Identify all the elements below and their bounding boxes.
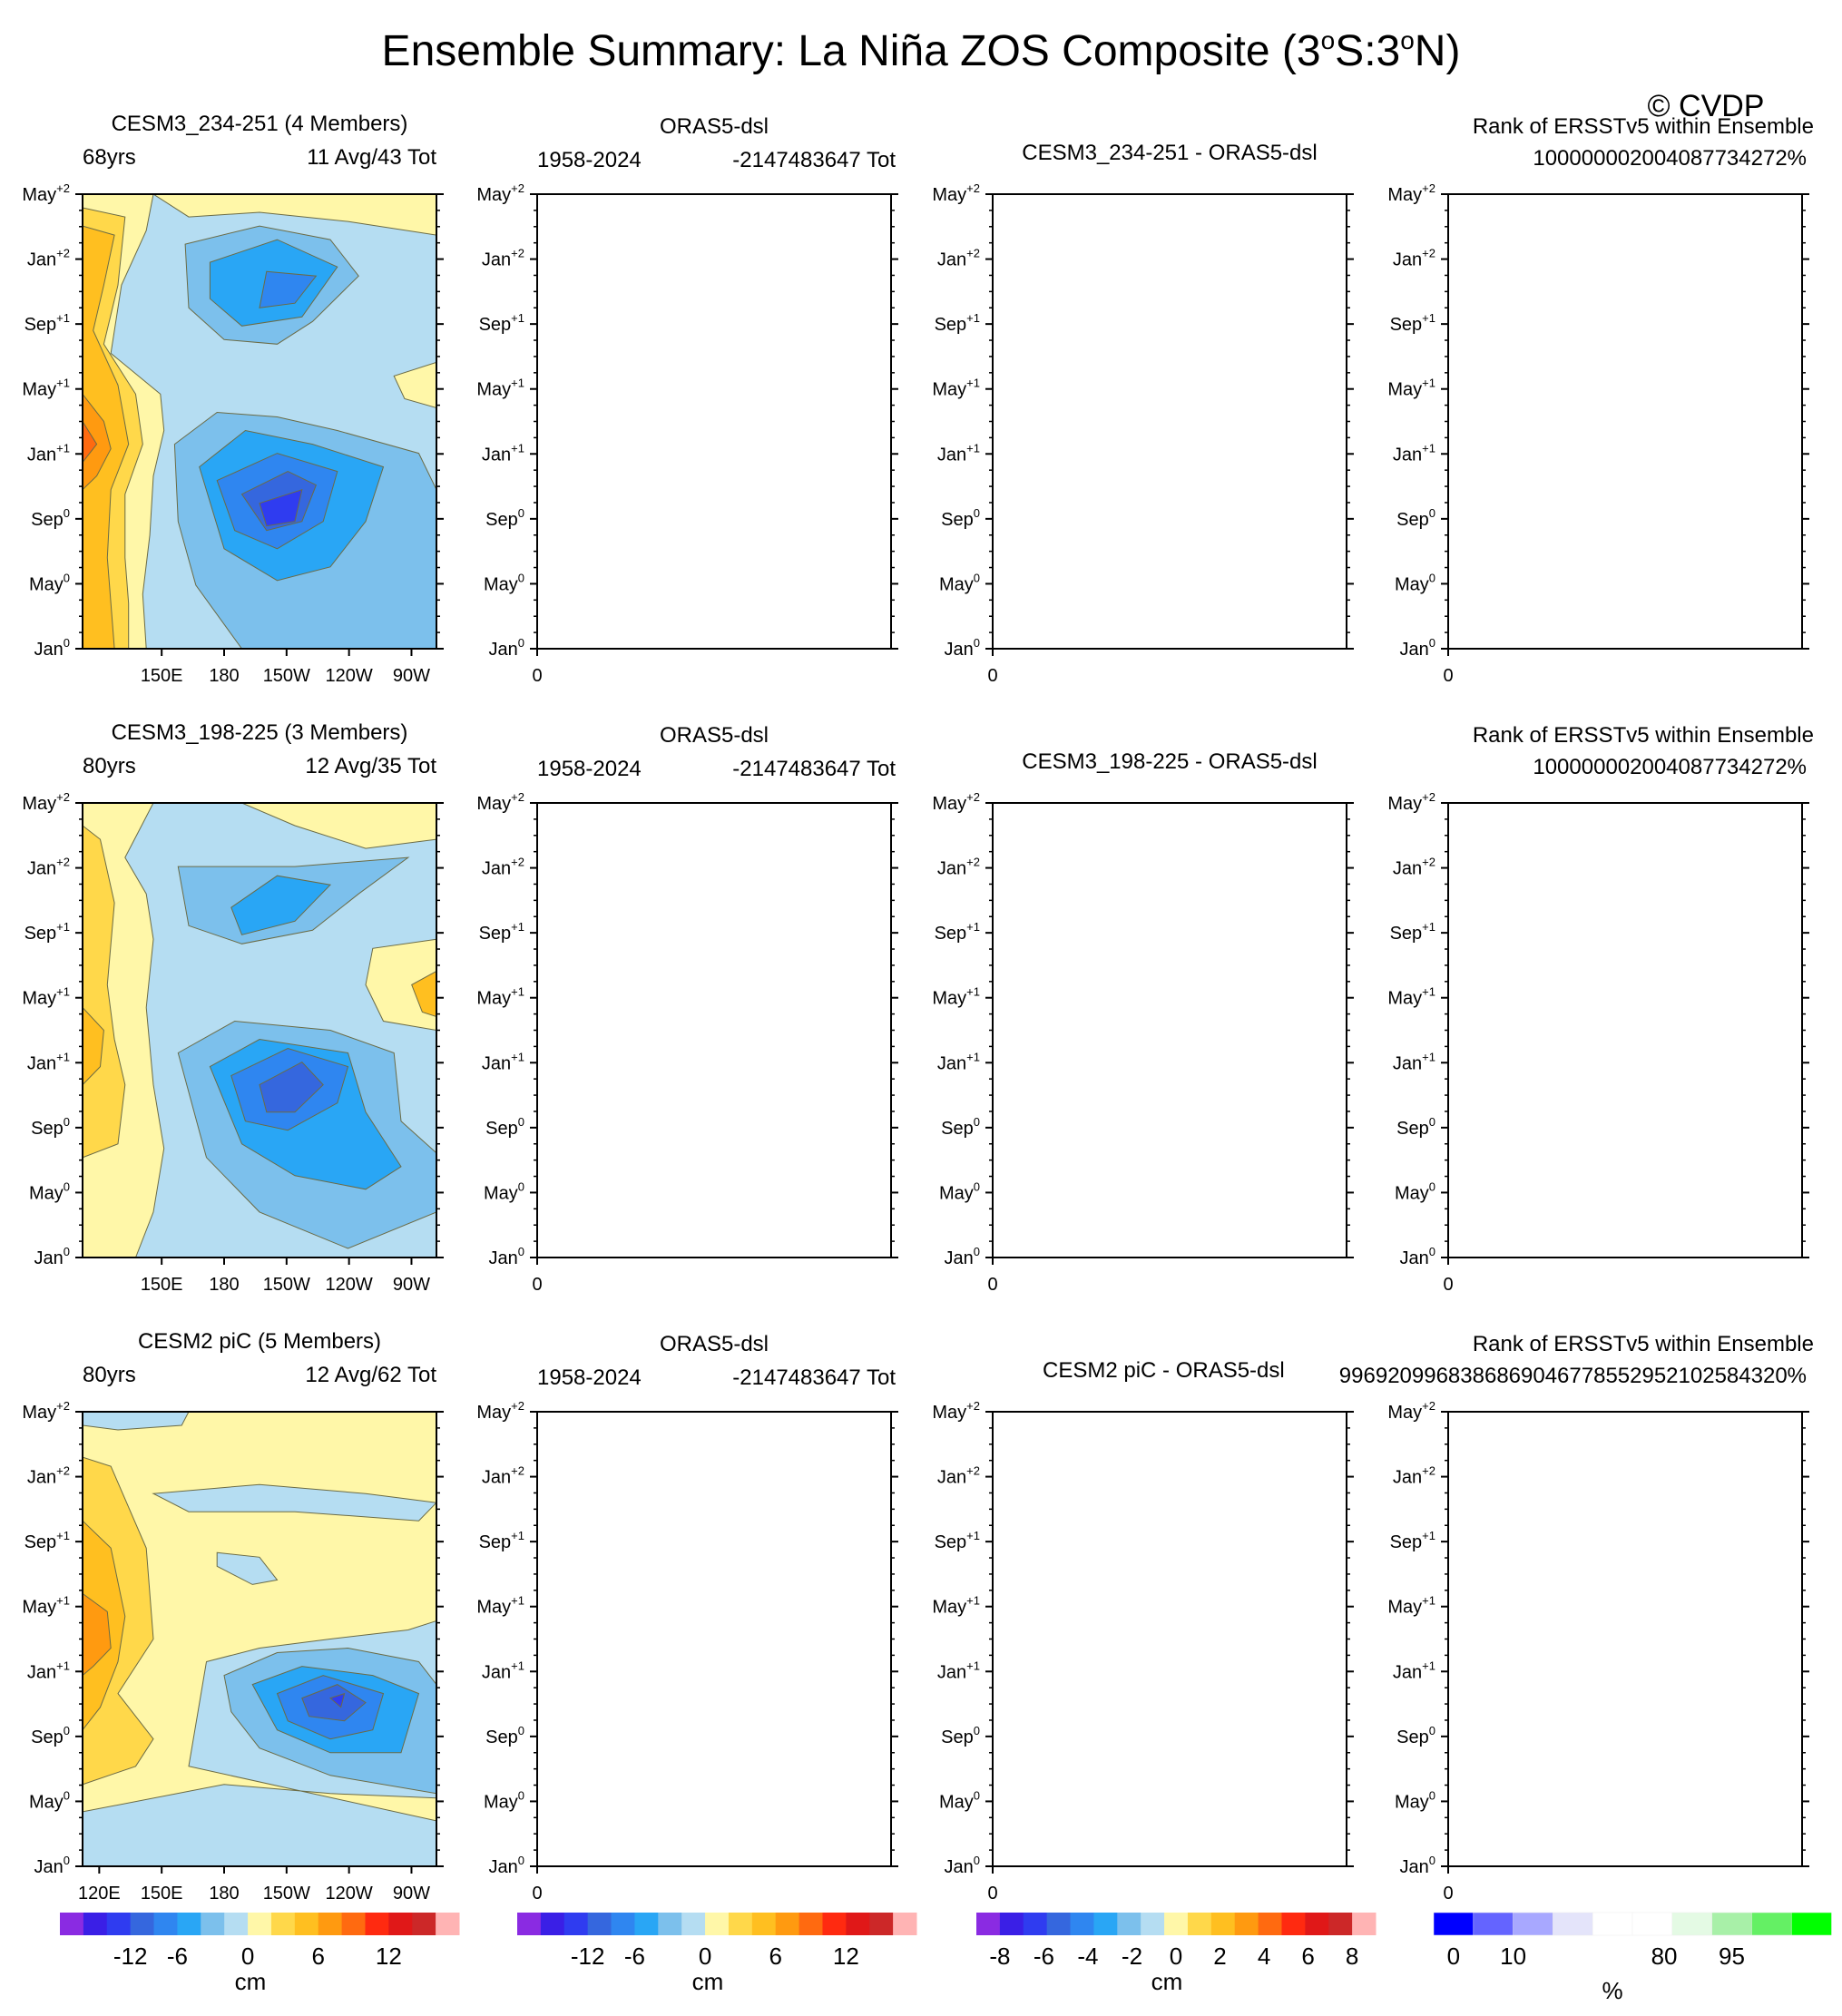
colorbar-swatch [83,1913,107,1935]
y-tick-label: May$^{+1}$ [1387,376,1435,400]
y-tick-label: Jan$^{+1}$ [26,1050,70,1074]
colorbar-swatch [846,1913,869,1935]
obs-years: 1958-2024 [537,148,642,172]
y-tick-label: Jan$^{+1}$ [481,1050,524,1074]
y-tick-label: Jan$^{+2}$ [26,246,70,270]
colorbar-swatch [248,1913,271,1935]
colorbar-swatch [976,1913,1000,1935]
plot-frame [993,803,1347,1258]
colorbar-tick-label: 0 [1446,1943,1461,1970]
obs-count: -2147483647 Tot [732,1365,896,1390]
colorbar-swatch [822,1913,846,1935]
colorbar-swatch [131,1913,154,1935]
colorbar-swatch [1553,1913,1592,1935]
x-tick-label: 120W [325,666,373,686]
panel-axes-r1-c3 [932,181,1354,686]
y-tick-label: Jan$^{+2}$ [481,1463,524,1488]
plot-frame [537,194,891,649]
colorbar-swatch [1211,1913,1235,1935]
ensemble-heatmap-2 [83,803,436,1258]
y-tick-label: Sep$^0$ [941,1114,980,1139]
x-tick-label: 0 [1443,666,1454,686]
ensemble-years: 80yrs [83,1363,136,1387]
y-tick-label: Sep$^{+1}$ [1389,920,1435,944]
colorbar-tick-label: -6 [166,1943,188,1970]
plot-frame [537,803,891,1258]
panel-axes-r3-c4 [1387,1399,1809,1903]
colorbar-tick-label: 0 [240,1943,255,1970]
rank-value: 9969209968386869046778552952102584320% [1338,1364,1807,1388]
y-tick-label: Jan$^0$ [1399,1854,1435,1877]
y-tick-label: May$^0$ [938,1179,980,1204]
y-tick-label: Jan$^0$ [944,636,980,660]
panel-axes-r2-c2 [476,790,898,1295]
y-tick-label: Sep$^{+1}$ [24,311,70,336]
y-tick-label: Sep$^{+1}$ [934,311,980,336]
y-tick-label: Jan$^{+2}$ [26,1463,70,1488]
colorbar-swatch [412,1913,436,1935]
y-tick-label: Jan$^{+2}$ [481,855,524,879]
y-tick-label: May$^{+2}$ [22,1399,70,1423]
y-tick-label: Sep$^0$ [1396,1114,1435,1139]
colorbar-swatch [154,1913,178,1935]
colorbar-swatch [271,1913,295,1935]
y-tick-label: Sep$^{+1}$ [24,920,70,944]
x-tick-label: 180 [209,1275,240,1295]
y-tick-label: May$^{+1}$ [476,1593,524,1618]
y-tick-label: Sep$^0$ [485,505,524,530]
colorbar-swatch [1474,1913,1514,1935]
colorbar-swatch [295,1913,318,1935]
y-tick-label: Sep$^0$ [31,1723,70,1747]
x-tick-label: 0 [987,1884,998,1903]
y-tick-label: May$^0$ [1394,1179,1435,1204]
plot-frame [1448,803,1802,1258]
y-tick-label: Sep$^0$ [31,1114,70,1139]
plot-frame [1448,194,1802,649]
colorbar-tick-label: 8 [1345,1943,1359,1970]
colorbar-tick-label: 80 [1651,1943,1678,1970]
y-tick-label: Sep$^{+1}$ [24,1529,70,1553]
colorbar-tick-label: -2 [1121,1943,1143,1970]
colorbar-swatch [1281,1913,1305,1935]
y-tick-label: May$^{+1}$ [22,984,70,1009]
y-tick-label: May$^{+1}$ [1387,984,1435,1009]
y-tick-label: May$^{+1}$ [932,984,980,1009]
colorbar-tick-label: 0 [1169,1943,1183,1970]
y-tick-label: Sep$^{+1}$ [478,311,524,336]
y-tick-label: Sep$^0$ [31,505,70,530]
ensemble-title: CESM3_198-225 (3 Members) [111,720,408,745]
y-tick-label: May$^0$ [28,1788,70,1813]
colorbar-swatch [177,1913,201,1935]
y-tick-label: Jan$^{+1}$ [481,441,524,465]
difference-title: CESM2 piC - ORAS5-dsl [1043,1358,1285,1383]
y-tick-label: Jan$^{+2}$ [936,246,980,270]
y-tick-label: May$^{+1}$ [1387,1593,1435,1618]
colorbar-swatch [1164,1913,1188,1935]
colorbar-swatch [388,1913,412,1935]
x-tick-label: 0 [1443,1275,1454,1295]
y-tick-label: Jan$^0$ [34,1245,70,1268]
y-tick-label: Sep$^{+1}$ [1389,1529,1435,1553]
x-tick-label: 120W [325,1275,373,1295]
y-tick-label: May$^0$ [28,571,70,595]
colorbar-tick-label: 0 [698,1943,712,1970]
obs-count: -2147483647 Tot [732,757,896,781]
colorbar-tick-label: 12 [832,1943,859,1970]
colorbar-tick-label: -12 [570,1943,605,1970]
y-tick-label: Jan$^0$ [34,1854,70,1877]
colorbar-swatch [342,1913,366,1935]
colorbar-swatch [1093,1913,1117,1935]
x-tick-label: 0 [987,1275,998,1295]
x-tick-label: 0 [532,1884,543,1903]
obs-title: ORAS5-dsl [659,1332,769,1356]
y-tick-label: Jan$^{+1}$ [936,1659,980,1683]
y-tick-label: Sep$^{+1}$ [934,1529,980,1553]
colorbar-swatch [517,1913,541,1935]
panel-axes-r3-c3 [932,1399,1354,1903]
colorbar-swatch [1188,1913,1211,1935]
y-tick-label: Jan$^{+2}$ [936,1463,980,1488]
panel-axes-r2-c3 [932,790,1354,1295]
colorbar-swatch [1024,1913,1047,1935]
colorbar-tick-label: 4 [1257,1943,1271,1970]
y-tick-label: Jan$^0$ [488,1854,524,1877]
colorbar-swatch [60,1913,83,1935]
watermark: © CVDP [1647,89,1765,123]
y-tick-label: Sep$^{+1}$ [478,920,524,944]
y-tick-label: Jan$^{+1}$ [1392,1050,1435,1074]
difference-title: CESM3_198-225 - ORAS5-dsl [1022,749,1318,774]
ensemble-title: CESM3_234-251 (4 Members) [111,112,408,136]
colorbar-swatch [1592,1913,1632,1935]
y-tick-label: May$^{+2}$ [476,790,524,814]
y-tick-label: Jan$^{+2}$ [1392,1463,1435,1488]
panel-axes-r1-c4 [1387,181,1809,686]
colorbar-4 [1434,1913,1832,2004]
colorbar-swatch [1352,1913,1376,1935]
y-tick-label: May$^{+2}$ [932,181,980,205]
colorbar-swatch [1235,1913,1259,1935]
rank-title: Rank of ERSSTv5 within Ensemble [1472,1332,1814,1356]
y-tick-label: May$^{+1}$ [932,376,980,400]
colorbar-tick-label: -6 [1033,1943,1054,1970]
y-tick-label: Jan$^{+1}$ [26,1659,70,1683]
ensemble-heatmap-1 [83,194,436,649]
colorbar-tick-label: -8 [989,1943,1011,1970]
y-tick-label: Sep$^{+1}$ [478,1529,524,1553]
panel-axes-r2-c4 [1387,790,1809,1295]
plot-frame [1448,1412,1802,1866]
colorbar-swatch [658,1913,681,1935]
y-tick-label: May$^0$ [483,571,524,595]
y-tick-label: Jan$^0$ [944,1854,980,1877]
y-tick-label: May$^{+1}$ [476,376,524,400]
ensemble-years: 80yrs [83,754,136,778]
y-tick-label: May$^{+2}$ [476,181,524,205]
y-tick-label: May$^{+2}$ [1387,1399,1435,1423]
x-tick-label: 150E [140,1275,183,1295]
y-tick-label: Jan$^{+2}$ [936,855,980,879]
y-tick-label: May$^{+2}$ [1387,790,1435,814]
colorbar-1 [60,1913,460,1995]
y-tick-label: Jan$^0$ [944,1245,980,1268]
panel-axes-r1-c2 [476,181,898,686]
colorbar-swatch [1672,1913,1712,1935]
colorbar-swatch [1434,1913,1474,1935]
colorbar-tick-label: -12 [113,1943,148,1970]
colorbar-swatch [869,1913,893,1935]
y-tick-label: May$^{+1}$ [22,376,70,400]
plot-frame [993,1412,1347,1866]
y-tick-label: Sep$^0$ [1396,505,1435,530]
ensemble-counts: 12 Avg/35 Tot [305,754,436,778]
x-tick-label: 120W [325,1884,373,1903]
x-tick-label: 90W [392,666,431,686]
colorbar-tick-label: 6 [1301,1943,1315,1970]
y-tick-label: May$^0$ [1394,1788,1435,1813]
colorbar-swatch [224,1913,248,1935]
colorbar-unit-label: cm [1151,1968,1183,1995]
y-tick-label: May$^{+1}$ [932,1593,980,1618]
colorbar-unit-label: cm [234,1968,267,1995]
rank-title: Rank of ERSSTv5 within Ensemble [1472,723,1814,748]
y-tick-label: May$^{+2}$ [476,1399,524,1423]
difference-title: CESM3_234-251 - ORAS5-dsl [1022,141,1318,165]
y-tick-label: May$^{+2}$ [22,181,70,205]
x-tick-label: 0 [1443,1884,1454,1903]
ensemble-heatmap-3 [83,1412,436,1866]
y-tick-label: Jan$^{+2}$ [1392,246,1435,270]
y-tick-label: May$^0$ [483,1788,524,1813]
colorbar-swatch [776,1913,799,1935]
y-tick-label: Sep$^0$ [1396,1723,1435,1747]
colorbar-swatch [564,1913,588,1935]
x-tick-label: 180 [209,1884,240,1903]
y-tick-label: Jan$^0$ [1399,1245,1435,1268]
y-tick-label: Jan$^0$ [1399,636,1435,660]
y-tick-label: Sep$^0$ [485,1114,524,1139]
colorbar-tick-label: 6 [311,1943,325,1970]
y-tick-label: May$^{+2}$ [932,790,980,814]
colorbar-swatch [201,1913,224,1935]
colorbar-swatch [107,1913,131,1935]
y-tick-label: May$^0$ [28,1179,70,1204]
rank-title: Rank of ERSSTv5 within Ensemble [1472,114,1814,139]
obs-count: -2147483647 Tot [732,148,896,172]
x-tick-label: 0 [987,666,998,686]
y-tick-label: May$^0$ [938,571,980,595]
obs-years: 1958-2024 [537,757,642,781]
y-tick-label: May$^{+2}$ [932,1399,980,1423]
colorbar-tick-label: 10 [1500,1943,1527,1970]
colorbar-swatch [588,1913,612,1935]
y-tick-label: Jan$^{+1}$ [936,1050,980,1074]
y-tick-label: Sep$^{+1}$ [1389,311,1435,336]
plot-frame [537,1412,891,1866]
colorbar-swatch [1000,1913,1024,1935]
colorbar-3 [976,1913,1377,1995]
colorbar-swatch [1791,1913,1831,1935]
colorbar-swatch [1514,1913,1553,1935]
colorbar-unit-label: % [1602,1977,1623,2004]
colorbar-swatch [681,1913,705,1935]
y-tick-label: Jan$^{+1}$ [1392,1659,1435,1683]
y-tick-label: Sep$^0$ [485,1723,524,1747]
x-tick-label: 180 [209,666,240,686]
colorbar-swatch [541,1913,564,1935]
ensemble-counts: 12 Avg/62 Tot [305,1363,436,1387]
colorbar-swatch [1305,1913,1328,1935]
colorbar-tick-label: 2 [1213,1943,1227,1970]
colorbar-swatch [1047,1913,1071,1935]
x-tick-label: 150E [140,1884,183,1903]
colorbar-swatch [318,1913,342,1935]
ensemble-years: 68yrs [83,145,136,170]
obs-title: ORAS5-dsl [659,114,769,139]
rank-value: 100000002004087734272% [1533,755,1807,779]
x-tick-label: 150W [262,1275,310,1295]
colorbar-swatch [634,1913,658,1935]
y-tick-label: Jan$^{+1}$ [26,441,70,465]
y-tick-label: May$^0$ [1394,571,1435,595]
colorbar-tick-label: -6 [623,1943,645,1970]
y-tick-label: Jan$^{+1}$ [936,441,980,465]
colorbar-swatch [1632,1913,1672,1935]
y-tick-label: May$^{+1}$ [476,984,524,1009]
colorbar-swatch [1328,1913,1352,1935]
y-tick-label: May$^{+1}$ [22,1593,70,1618]
obs-title: ORAS5-dsl [659,723,769,748]
y-tick-label: May$^0$ [483,1179,524,1204]
y-tick-label: May$^{+2}$ [1387,181,1435,205]
figure-title: Ensemble Summary: La Niña ZOS Composite (3$^o$S:3$^o$N) [381,26,1461,75]
colorbar-swatch [612,1913,635,1935]
colorbar-unit-label: cm [691,1968,724,1995]
x-tick-label: 150W [262,666,310,686]
y-tick-label: Sep$^0$ [941,1723,980,1747]
colorbar-swatch [1751,1913,1791,1935]
colorbar-swatch [365,1913,388,1935]
panel-axes-r3-c2 [476,1399,898,1903]
y-tick-label: May$^{+2}$ [22,790,70,814]
ensemble-counts: 11 Avg/43 Tot [307,145,436,170]
x-tick-label: 150E [140,666,183,686]
colorbar-swatch [1117,1913,1141,1935]
colorbar-tick-label: -4 [1077,1943,1099,1970]
x-tick-label: 120E [77,1884,121,1903]
y-tick-label: May$^0$ [938,1788,980,1813]
colorbar-swatch [799,1913,823,1935]
colorbar-2 [517,1913,917,1995]
y-tick-label: Jan$^{+1}$ [1392,441,1435,465]
x-tick-label: 90W [392,1275,431,1295]
colorbar-swatch [1712,1913,1752,1935]
rank-value: 100000002004087734272% [1533,146,1807,171]
y-tick-label: Jan$^{+2}$ [26,855,70,879]
ensemble-title: CESM2 piC (5 Members) [137,1329,382,1354]
colorbar-swatch [1071,1913,1094,1935]
colorbar-swatch [705,1913,729,1935]
colorbar-swatch [893,1913,916,1935]
colorbar-swatch [1141,1913,1164,1935]
y-tick-label: Jan$^{+2}$ [481,246,524,270]
colorbar-swatch [752,1913,776,1935]
obs-years: 1958-2024 [537,1365,642,1390]
y-tick-label: Jan$^{+1}$ [481,1659,524,1683]
colorbar-swatch [1259,1913,1282,1935]
x-tick-label: 0 [532,666,543,686]
y-tick-label: Jan$^{+2}$ [1392,855,1435,879]
plot-frame [993,194,1347,649]
x-tick-label: 0 [532,1275,543,1295]
colorbar-tick-label: 6 [769,1943,782,1970]
y-tick-label: Jan$^0$ [488,1245,524,1268]
y-tick-label: Sep$^{+1}$ [934,920,980,944]
colorbar-tick-label: 12 [375,1943,402,1970]
y-tick-label: Jan$^0$ [34,636,70,660]
colorbar-swatch [729,1913,752,1935]
x-tick-label: 150W [262,1884,310,1903]
colorbar-swatch [436,1913,459,1935]
y-tick-label: Sep$^0$ [941,505,980,530]
y-tick-label: Jan$^0$ [488,636,524,660]
colorbar-tick-label: 95 [1719,1943,1745,1970]
x-tick-label: 90W [392,1884,431,1903]
